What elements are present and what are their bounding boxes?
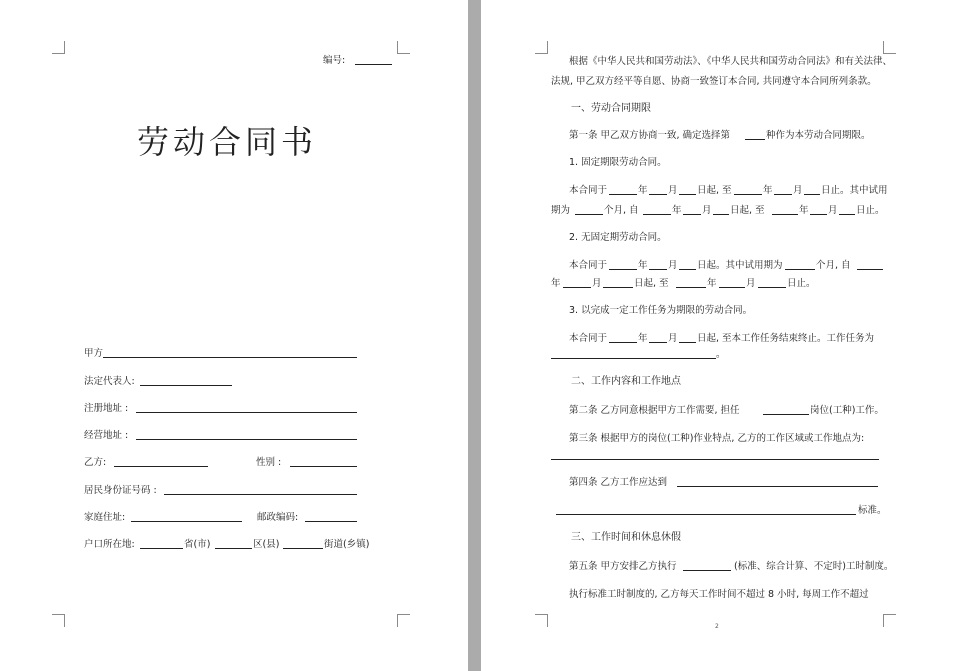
id-number-label: 居民身份证号码 : <box>84 485 157 496</box>
duration-blank[interactable] <box>575 214 603 215</box>
margin-corner-mark <box>52 41 65 54</box>
postcode-blank[interactable] <box>305 521 357 522</box>
option-1-heading: 1. 固定期限劳动合同。 <box>569 157 667 168</box>
clause-text: 本合同于 <box>569 260 608 271</box>
section-heading-work: 二、工作内容和工作地点 <box>571 376 681 387</box>
clause-text: 日止。其中试用 <box>821 185 888 196</box>
province-label: 省(市) <box>184 539 211 550</box>
article-5-text-mid: (标准、综合计算、不定时)工时制度。 <box>734 561 894 572</box>
date-blank[interactable] <box>609 269 637 270</box>
clause-text: 个月, 自 <box>816 260 851 271</box>
date-blank[interactable] <box>774 194 792 195</box>
work-task-blank[interactable] <box>551 358 716 359</box>
date-blank[interactable] <box>679 342 696 343</box>
clause-text: 日起, 至 <box>634 278 669 289</box>
article-5-text: 第五条 甲方安排乙方执行 <box>569 561 677 572</box>
hukou-label: 户口所在地: <box>84 539 135 550</box>
gender-blank[interactable] <box>290 466 357 467</box>
date-blank[interactable] <box>643 214 671 215</box>
date-blank[interactable] <box>772 214 798 215</box>
date-blank[interactable] <box>649 342 667 343</box>
margin-corner-mark <box>535 41 548 54</box>
party-b-label: 乙方: <box>84 457 107 468</box>
date-blank[interactable] <box>857 269 883 270</box>
serial-number-blank[interactable] <box>355 64 392 65</box>
clause-text: 日起, 至本工作任务结束终止。工作任务为 <box>697 333 875 344</box>
article-2-text: 第二条 乙方同意根据甲方工作需要, 担任 <box>569 405 740 416</box>
business-address-blank[interactable] <box>136 439 357 440</box>
date-blank[interactable] <box>603 287 633 288</box>
clause-text: 月 <box>668 333 678 344</box>
work-standard-blank-2[interactable] <box>556 514 856 515</box>
intro-line-1: 根据《中华人民共和国劳动法》、《中华人民共和国劳动合同法》和有关法律、 <box>569 56 893 67</box>
date-blank[interactable] <box>563 287 591 288</box>
section-heading-hours: 三、工作时间和休息休假 <box>571 532 681 543</box>
article-4-text-end: 标准。 <box>858 505 887 516</box>
hukou-province-blank[interactable] <box>140 548 183 549</box>
document-page-2 <box>481 0 959 671</box>
clause-text: 日止。 <box>787 278 816 289</box>
work-hours-system-blank[interactable] <box>683 570 731 571</box>
margin-corner-mark <box>535 614 548 627</box>
clause-text: 年 <box>672 205 682 216</box>
hukou-county-blank[interactable] <box>215 548 252 549</box>
clause-text: 月 <box>746 278 756 289</box>
article-1-text: 第一条 甲乙双方协商一致, 确定选择第 <box>569 130 731 141</box>
clause-text: 个月, 自 <box>604 205 639 216</box>
clause-text: 年 <box>638 333 648 344</box>
postcode-label: 邮政编码: <box>257 512 299 523</box>
date-blank[interactable] <box>649 269 667 270</box>
clause-text: 年 <box>638 185 648 196</box>
registered-address-blank[interactable] <box>136 412 357 413</box>
date-blank[interactable] <box>679 269 696 270</box>
clause-text: 日止。 <box>856 205 885 216</box>
registered-address-label: 注册地址 : <box>84 403 129 414</box>
clause-text: 本合同于 <box>569 185 608 196</box>
date-blank[interactable] <box>713 214 729 215</box>
article-3-text: 第三条 根据甲方的岗位(工种)作业特点, 乙方的工作区域或工作地点为: <box>569 433 865 444</box>
article-1-text-end: 种作为本劳动合同期限。 <box>766 130 871 141</box>
margin-corner-mark <box>397 614 410 627</box>
article-5-text-cont: 执行标准工时制度的, 乙方每天工作时间不超过 8 小时, 每周工作不超过 <box>569 589 869 600</box>
date-blank[interactable] <box>649 194 667 195</box>
clause-text: 日起, 至 <box>697 185 732 196</box>
margin-corner-mark <box>397 41 410 54</box>
intro-line-2: 法规, 甲乙双方经平等自愿、协商一致签订本合同, 共同遵守本合同所列条款。 <box>551 76 877 87</box>
margin-corner-mark <box>883 41 896 54</box>
clause-text: 年 <box>707 278 717 289</box>
county-label: 区(县) <box>253 539 280 550</box>
option-2-heading: 2. 无固定期劳动合同。 <box>569 232 667 243</box>
duration-blank[interactable] <box>785 269 815 270</box>
street-label: 街道(乡镇) <box>324 539 370 550</box>
gender-label: 性别 : <box>256 457 282 468</box>
date-blank[interactable] <box>810 214 827 215</box>
clause-text: 月 <box>828 205 838 216</box>
date-blank[interactable] <box>734 194 762 195</box>
id-number-blank[interactable] <box>164 494 357 495</box>
date-blank[interactable] <box>679 194 696 195</box>
date-blank[interactable] <box>804 194 820 195</box>
party-b-blank[interactable] <box>114 466 208 467</box>
clause-text: 年 <box>551 278 561 289</box>
date-blank[interactable] <box>719 287 745 288</box>
party-a-blank[interactable] <box>103 357 357 358</box>
clause-text: 年 <box>763 185 773 196</box>
clause-text: 月 <box>702 205 712 216</box>
date-blank[interactable] <box>683 214 701 215</box>
option-3-heading: 3. 以完成一定工作任务为期限的劳动合同。 <box>569 305 753 316</box>
clause-text: 本合同于 <box>569 333 608 344</box>
article-1-blank[interactable] <box>745 139 765 140</box>
date-blank[interactable] <box>609 342 637 343</box>
hukou-street-blank[interactable] <box>283 548 323 549</box>
margin-corner-mark <box>52 614 65 627</box>
clause-text: 月 <box>592 278 602 289</box>
party-a-label: 甲方 <box>84 348 104 359</box>
clause-text: 月 <box>793 185 803 196</box>
clause-text: 日起, 至 <box>730 205 765 216</box>
document-page-1 <box>0 0 468 671</box>
clause-text: 月 <box>668 185 678 196</box>
home-address-blank[interactable] <box>131 521 242 522</box>
clause-text: 年 <box>799 205 809 216</box>
home-address-label: 家庭住址: <box>84 512 126 523</box>
document-title: 劳动合同书 <box>137 123 318 161</box>
page-number: 2 <box>715 623 719 630</box>
article-4-text: 第四条 乙方工作应达到 <box>569 477 668 488</box>
section-heading-term: 一、劳动合同期限 <box>571 103 651 114</box>
business-address-label: 经营地址 : <box>84 430 129 441</box>
date-blank[interactable] <box>758 287 786 288</box>
work-location-blank[interactable] <box>551 459 879 460</box>
clause-text: 期为 <box>551 205 571 216</box>
clause-text: 年 <box>638 260 648 271</box>
legal-rep-blank[interactable] <box>140 385 232 386</box>
legal-rep-label: 法定代表人: <box>84 376 135 387</box>
date-blank[interactable] <box>839 214 855 215</box>
article-2-text-end: 岗位(工种)工作。 <box>810 405 884 416</box>
clause-text: 月 <box>668 260 678 271</box>
work-standard-blank[interactable] <box>677 486 878 487</box>
date-blank[interactable] <box>676 287 706 288</box>
date-blank[interactable] <box>609 194 637 195</box>
clause-text: 日起。其中试用期为 <box>697 260 783 271</box>
position-blank[interactable] <box>763 414 809 415</box>
clause-text: 。 <box>716 349 726 360</box>
serial-number-label: 编号: <box>323 55 346 66</box>
margin-corner-mark <box>883 614 896 627</box>
